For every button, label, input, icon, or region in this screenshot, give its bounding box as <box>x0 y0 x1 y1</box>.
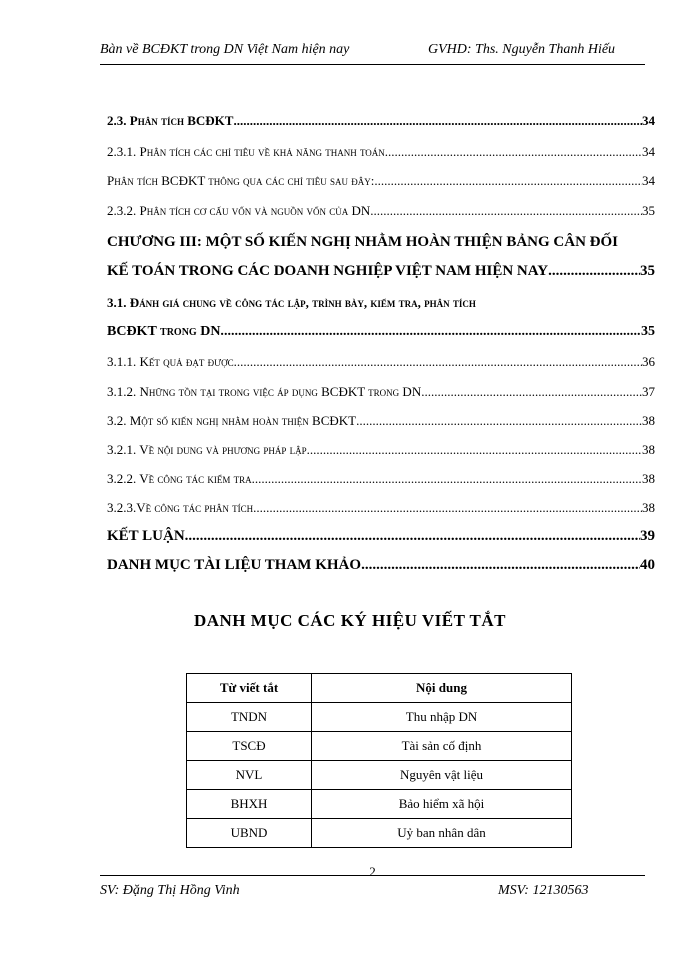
abbreviation-cell: UBND <box>187 819 312 848</box>
table-row <box>187 732 572 761</box>
toc-entry[interactable]: KẾ TOÁN TRONG CÁC DOANH NGHIỆP VIỆT NAM HIỆN NAY ..... 35 <box>107 263 655 280</box>
toc-entry[interactable]: 2.3.1. Phân tích các chỉ tiêu về khả năng thanh toán. ..... 34 <box>107 144 655 160</box>
abbreviation-cell: TNDN <box>187 703 312 732</box>
toc-section-heading-line1[interactable]: 3.1. Đánh giá chung về công tác lập, trình bày, kiểm tra, phân tích <box>107 295 476 310</box>
toc-entry[interactable]: KẾT LUẬN ..... 39 <box>107 528 655 545</box>
header-supervisor: GVHD: Ths. Nguyễn Thanh Hiếu <box>428 42 616 57</box>
abbreviation-cell: BHXH <box>187 790 312 819</box>
meaning-cell: Bảo hiểm xã hội <box>312 790 572 819</box>
toc-entry[interactable]: Phân tích BCĐKT thông qua các chỉ tiêu sau đây: ..... 34 <box>107 173 655 189</box>
column-header-abbreviation: Từ viết tắt <box>187 674 312 703</box>
abbreviation-cell: TSCĐ <box>187 732 312 761</box>
meaning-cell: Nguyên vật liệu <box>312 761 572 790</box>
column-header-meaning: Nội dung <box>312 674 572 703</box>
table-header-row <box>187 674 572 703</box>
page-footer <box>100 875 645 906</box>
header-document-title: Bàn về BCĐKT trong DN Việt Nam hiện nay <box>100 42 350 57</box>
abbreviation-cell: NVL <box>187 761 312 790</box>
meaning-cell: Uỷ ban nhân dân <box>312 819 572 848</box>
toc-entry[interactable]: 2.3.2. Phân tích cơ cấu vốn và nguồn vốn của DN ..... 35 <box>107 203 655 219</box>
toc-entry[interactable]: DANH MỤC TÀI LIỆU THAM KHẢO ..... 40 <box>107 557 655 574</box>
toc-entry[interactable]: 3.2.2. Về công tác kiểm tra ..... 38 <box>107 471 655 487</box>
toc-entry[interactable]: 3.1.1. Kết quả đạt được ..... 36 <box>107 354 655 370</box>
toc-entry[interactable]: 3.2. Một số kiến nghị nhằm hoàn thiện BCĐKT ..... 38 <box>107 413 655 429</box>
meaning-cell: Thu nhập DN <box>312 703 572 732</box>
toc-entry[interactable]: 3.2.3.Về công tác phân tích ..... 38 <box>107 500 655 516</box>
footer-student-name: SV: Đặng Thị Hồng Vinh <box>100 883 240 898</box>
toc-entry[interactable]: 3.1.2. Những tồn tại trong việc áp dụng BCĐKT trong DN ..... 37 <box>107 384 655 400</box>
table-row <box>187 761 572 790</box>
page-header <box>100 40 645 65</box>
meaning-cell: Tài sản cố định <box>312 732 572 761</box>
page-number: 2 <box>369 864 376 879</box>
table-row <box>187 819 572 848</box>
table-row <box>187 703 572 732</box>
toc-entry[interactable]: 2.3. Phân tích BCĐKT ..... 34 <box>107 113 655 129</box>
toc-entry[interactable]: BCĐKT trong DN. ..... 35 <box>107 324 655 340</box>
toc-entry[interactable]: 3.2.1. Về nội dung và phương pháp lập ..... 38 <box>107 442 655 458</box>
footer-student-id: MSV: 12130563 <box>498 883 589 898</box>
abbreviations-title: DANH MỤC CÁC KÝ HIỆU VIẾT TẮT <box>193 611 507 630</box>
toc-chapter-heading-line1[interactable]: CHƯƠNG III: MỘT SỐ KIẾN NGHỊ NHẰM HOÀN THIỆN BẢNG CÂN ĐỐI <box>107 234 619 250</box>
table-row <box>187 790 572 819</box>
abbreviations-table <box>186 673 572 848</box>
